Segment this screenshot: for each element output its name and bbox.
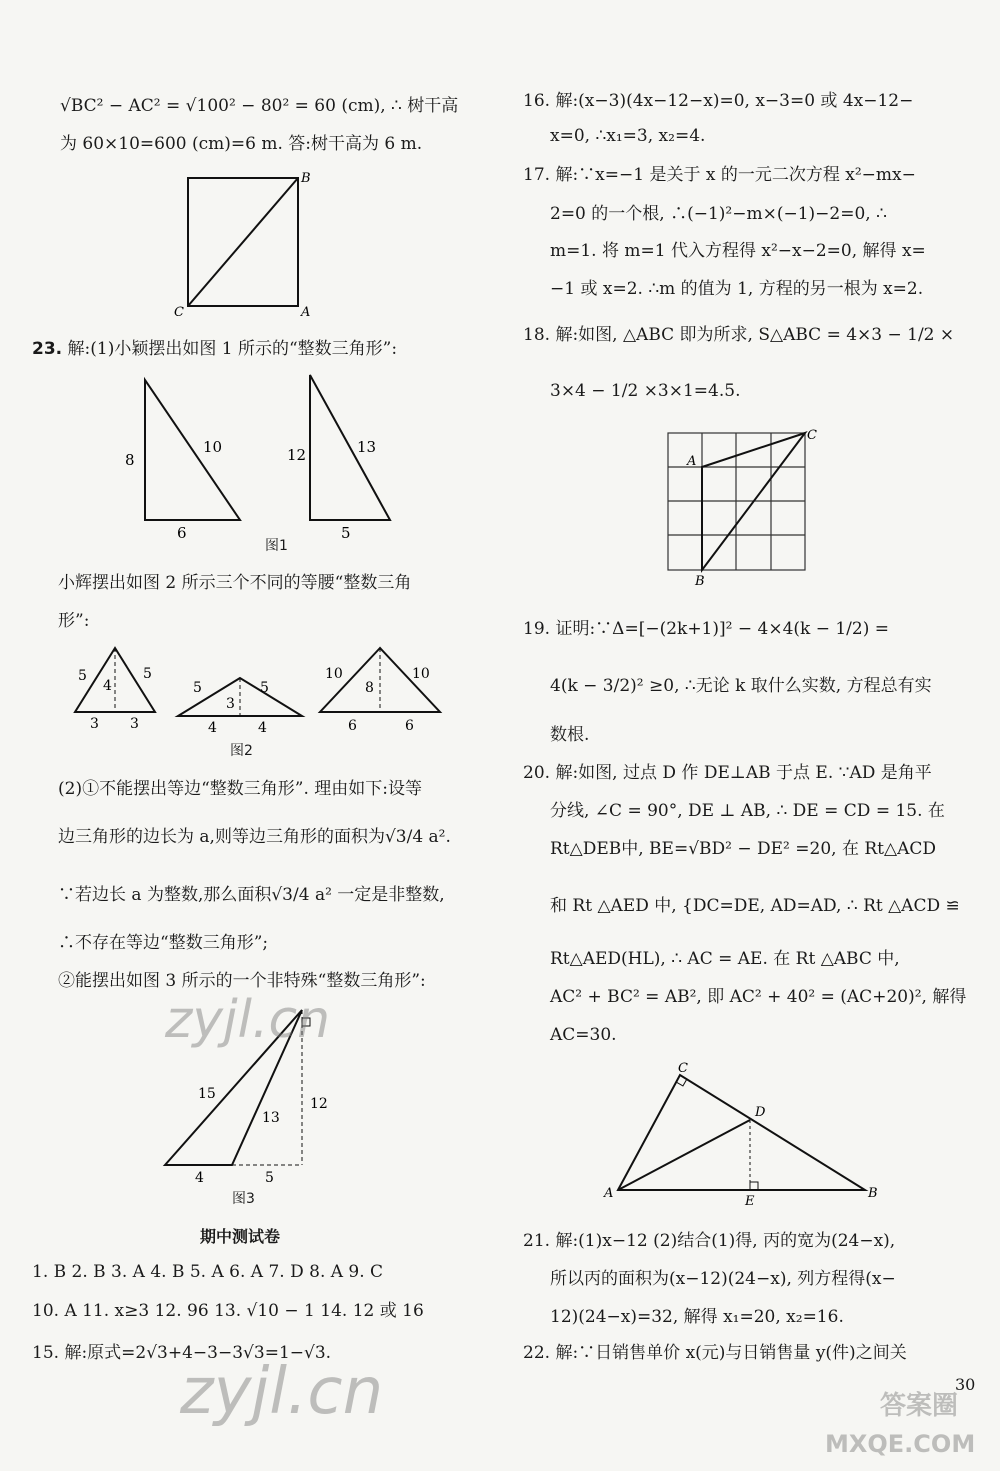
right-triangle-figure [600,1060,890,1205]
figure-1 [115,370,415,540]
text-line: 18. 解:如图, △ABC 即为所求, S△ABC = 4×3 − 1/2 × [523,325,955,345]
fig2-t2-b1: 4 [208,720,217,736]
figure-2 [60,640,460,740]
fig1-t2-5: 5 [341,524,351,540]
watermark-logo: 答案圈 [880,1391,959,1421]
tree-rectangle-figure [170,170,320,320]
fig1-t1-8: 8 [125,451,135,469]
label-B: B [301,171,311,186]
label-D: D [755,1105,766,1120]
section-title: 期中测试卷 [200,1227,281,1246]
fig2-t3-b2: 6 [405,718,414,734]
text-line: 所以丙的面积为(x−12)(24−x), 列方程得(x− [550,1269,896,1289]
text-line: AC² + BC² = AB², 即 AC² + 40² = (AC+20)², 解得 [550,987,967,1007]
watermark: zyjl.cn [165,990,331,1050]
text-line: Rt△AED(HL), ∴ AC = AE. 在 Rt △ABC 中, [550,949,900,969]
fig2-t3-b1: 6 [348,718,357,734]
text-line: 3×4 − 1/2 ×3×1=4.5. [550,381,741,401]
text-line: 形”: [58,611,90,631]
text-line: AC=30. [550,1025,617,1045]
watermark: MXQE.COM [825,1430,976,1458]
fig1-t2-13: 13 [357,438,377,456]
text-line: 数根. [550,725,590,745]
text-line: 16. 解:(x−3)(4x−12−x)=0, x−3=0 或 4x−12− [523,91,914,111]
text-line: 边三角形的边长为 a,则等边三角形的面积为√3/4 a². [58,827,451,847]
fig2-t1-b1: 3 [90,716,99,732]
text-line: 为 60×10=600 (cm)=6 m. 答:树干高为 6 m. [60,134,423,154]
grid-figure [655,425,825,590]
label-C: C [678,1061,688,1076]
label-B: B [695,574,705,589]
fig2-t2-r: 5 [260,680,269,696]
fig2-t2-h: 3 [226,696,235,712]
text-line: √BC² − AC² = √100² − 80² = 60 (cm), ∴ 树干高 [60,96,459,116]
fig1-t2-12: 12 [287,446,307,464]
text-line: 和 Rt △AED 中, {DC=DE, AD=AD, ∴ Rt △ACD ≌ [550,896,960,916]
text-line: 19. 证明:∵Δ=[−(2k+1)]² − 4×4(k − 1/2) = [523,619,890,639]
fig2-t2-l: 5 [193,680,202,696]
label-B: B [868,1186,878,1201]
fig1-t1-10: 10 [203,438,223,456]
figure-caption: 图1 [265,538,288,554]
text-line: ∵若边长 a 为整数,那么面积√3/4 a² 一定是非整数, [58,885,445,905]
text-line: ②能摆出如图 3 所示的一个非特殊“整数三角形”: [58,971,426,991]
fig2-t2-b2: 4 [258,720,267,736]
fig3-15: 15 [198,1086,216,1102]
fig2-t1-l: 5 [78,668,87,684]
text-line: 2=0 的一个根, ∴(−1)²−m×(−1)−2=0, ∴ [550,204,887,224]
fig2-t1-b2: 3 [130,716,139,732]
label-A: A [604,1186,614,1201]
fig1-t1-6: 6 [177,524,187,540]
fig2-t1-h: 4 [103,678,112,694]
fig2-t3-h: 8 [365,680,374,696]
text-line: 分线, ∠C = 90°, DE ⊥ AB, ∴ DE = CD = 15. 在 [550,801,945,821]
fig2-t1-r: 5 [143,666,152,682]
fig2-t3-r: 10 [412,666,430,682]
page-number: 30 [955,1375,976,1394]
text-line: 20. 解:如图, 过点 D 作 DE⊥AB 于点 E. ∵AD 是角平 [523,763,932,783]
text-line: 22. 解:∵日销售单价 x(元)与日销售量 y(件)之间关 [523,1343,907,1363]
label-E: E [745,1194,755,1205]
text-line: m=1. 将 m=1 代入方程得 x²−x−2=0, 解得 x= [550,241,926,261]
figure-caption: 图2 [230,743,253,759]
label-C: C [174,305,184,320]
text-line: 15. 解:原式=2√3+4−3−3√3=1−√3. [32,1343,332,1363]
text-line: 小辉摆出如图 2 所示三个不同的等腰“整数三角 [58,573,412,593]
text-line: ∴不存在等边“整数三角形”; [58,933,269,953]
watermark: zyjl.cn [180,1355,384,1429]
answer-row: 1. B 2. B 3. A 4. B 5. A 6. A 7. D 8. A 9. C [32,1262,384,1282]
label-C: C [807,428,817,443]
text-line: 解:(1)小颖摆出如图 1 所示的“整数三角形”: [67,339,398,359]
text-line: −1 或 x=2. ∴m 的值为 1, 方程的另一根为 x=2. [550,279,924,299]
text-line: 21. 解:(1)x−12 (2)结合(1)得, 丙的宽为(24−x), [523,1231,896,1251]
fig3-5: 5 [265,1170,274,1186]
text-line: (2)①不能摆出等边“整数三角形”. 理由如下:设等 [58,779,422,799]
fig3-4: 4 [195,1170,204,1186]
text-line: 12)(24−x)=32, 解得 x₁=20, x₂=16. [550,1307,844,1327]
label-A: A [687,454,697,469]
question-number: 23. [32,339,63,359]
figure-caption: 图3 [232,1191,255,1207]
answer-row: 10. A 11. x≥3 12. 96 13. √10 − 1 14. 12 或 16 [32,1301,424,1321]
text-line: 4(k − 3/2)² ≥0, ∴无论 k 取什么实数, 方程总有实 [550,676,932,696]
text-line: 17. 解:∵x=−1 是关于 x 的一元二次方程 x²−mx− [523,165,916,185]
text-line: x=0, ∴x₁=3, x₂=4. [550,126,706,146]
fig2-t3-l: 10 [325,666,343,682]
fig3-12: 12 [310,1096,328,1112]
label-A: A [301,305,311,320]
fig3-13: 13 [262,1110,280,1126]
text-line: Rt△DEB中, BE=√BD² − DE² =20, 在 Rt△ACD [550,839,936,859]
